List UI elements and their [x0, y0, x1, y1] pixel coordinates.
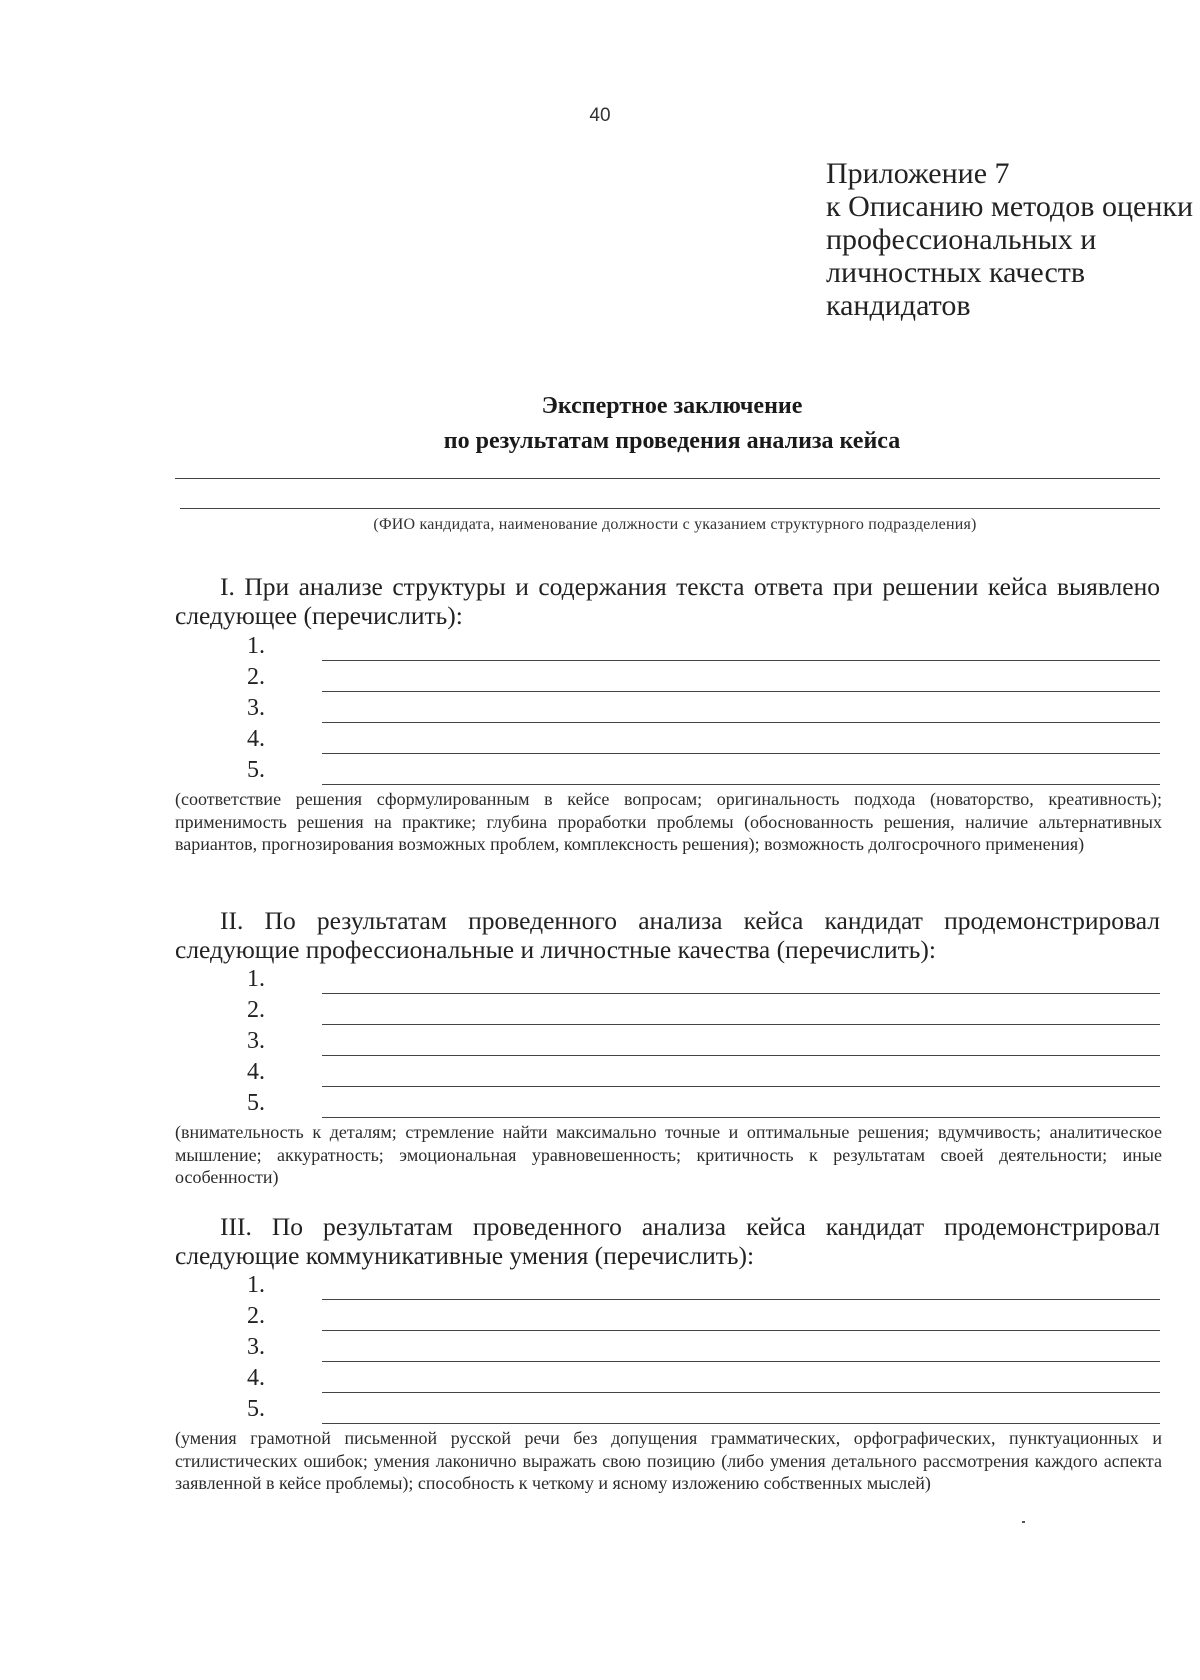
document-title: Экспертное заключение — [541, 393, 803, 419]
section-2-heading — [175, 906, 1160, 964]
candidate-line-1 — [175, 478, 1160, 479]
section-1-fill-line[interactable] — [322, 784, 1160, 785]
section-2-fill-line[interactable] — [322, 1117, 1160, 1118]
section-1-fill-line[interactable] — [322, 691, 1160, 692]
appendix-line: к Описанию методов оценки — [826, 190, 1194, 223]
section-3-item-number: 4. — [247, 1365, 265, 1391]
section-1-fill-line[interactable] — [322, 722, 1160, 723]
candidate-line-2 — [180, 508, 1160, 509]
section-3-item-number: 2. — [247, 1303, 265, 1329]
section-1-heading-text: I. При анализе структуры и содержания текста ответа при решении кейса выявлено следующее (перечислить): — [175, 572, 1160, 630]
section-1-item-number: 4. — [247, 726, 265, 752]
section-3-heading — [175, 1212, 1160, 1270]
page-number: 40 — [589, 105, 611, 126]
section-1-fill-line[interactable] — [322, 753, 1160, 754]
appendix-line: личностных качеств — [826, 256, 1086, 289]
section-1-item-number: 1. — [247, 633, 265, 659]
scan-speck — [1022, 1521, 1025, 1523]
section-1-fill-line[interactable] — [322, 660, 1160, 661]
section-3-fill-line[interactable] — [322, 1392, 1160, 1393]
section-3-item-number: 1. — [247, 1272, 265, 1298]
section-2-fill-line[interactable] — [322, 1024, 1160, 1025]
section-2-item-number: 1. — [247, 966, 265, 992]
candidate-caption: (ФИО кандидата, наименование должности с указанием структурного подразделения) — [373, 516, 977, 533]
section-3-fill-line[interactable] — [322, 1423, 1160, 1424]
section-3-note: (умения грамотной письменной русской речи без допущения грамматических, орфографических, пунктуационных и стилистических ошибок; умения лаконично выражать свою позицию (либо умения детального рассмотрения каждого аспекта заявленной в кейсе проблемы); способность к четкому и ясному изложению собственных мыслей) — [175, 1428, 1162, 1493]
appendix-line: Приложение 7 — [826, 157, 1010, 190]
section-2-note: (внимательность к деталям; стремление найти максимально точные и оптимальные решения; вдумчивость; аналитическое мышление; аккуратность; эмоциональная уравновешенность; критичность к результатам своей деятельности; иные особенности) — [175, 1122, 1162, 1187]
document-subtitle: по результатам проведения анализа кейса — [443, 428, 901, 454]
section-1-note: (соответствие решения сформулированным в кейсе вопросам; оригинальность подхода (новаторство, креативность); применимость решения на практике; глубина проработки проблемы (обоснованность решения, наличие альтернативных вариантов, прогнозирования возможных проблем, комплексность решения); возможность долгосрочного применения) — [175, 789, 1162, 854]
section-1-item-number: 3. — [247, 695, 265, 721]
appendix-line: профессиональных и — [826, 223, 1097, 256]
section-3-fill-line[interactable] — [322, 1361, 1160, 1362]
section-2-item-number: 5. — [247, 1090, 265, 1116]
section-2-fill-line[interactable] — [322, 993, 1160, 994]
section-2-heading-text: II. По результатам проведенного анализа кейса кандидат продемонстрировал следующие профессиональные и личностные качества (перечислить): — [175, 906, 1160, 964]
appendix-header — [826, 157, 1193, 322]
section-3-fill-line[interactable] — [322, 1330, 1160, 1331]
section-2-fill-line[interactable] — [322, 1086, 1160, 1087]
section-2-fill-line[interactable] — [322, 1055, 1160, 1056]
section-3-item-number: 3. — [247, 1334, 265, 1360]
section-3-item-number: 5. — [247, 1396, 265, 1422]
section-2-item-number: 2. — [247, 997, 265, 1023]
section-1-heading — [175, 572, 1160, 630]
section-2-item-number: 4. — [247, 1059, 265, 1085]
section-1-item-number: 5. — [247, 757, 265, 783]
section-2-item-number: 3. — [247, 1028, 265, 1054]
section-3-heading-text: III. По результатам проведенного анализа кейса кандидат продемонстрировал следующие коммуникативные умения (перечислить): — [175, 1212, 1160, 1270]
section-3-fill-line[interactable] — [322, 1299, 1160, 1300]
appendix-line: кандидатов — [826, 289, 971, 322]
section-1-item-number: 2. — [247, 664, 265, 690]
